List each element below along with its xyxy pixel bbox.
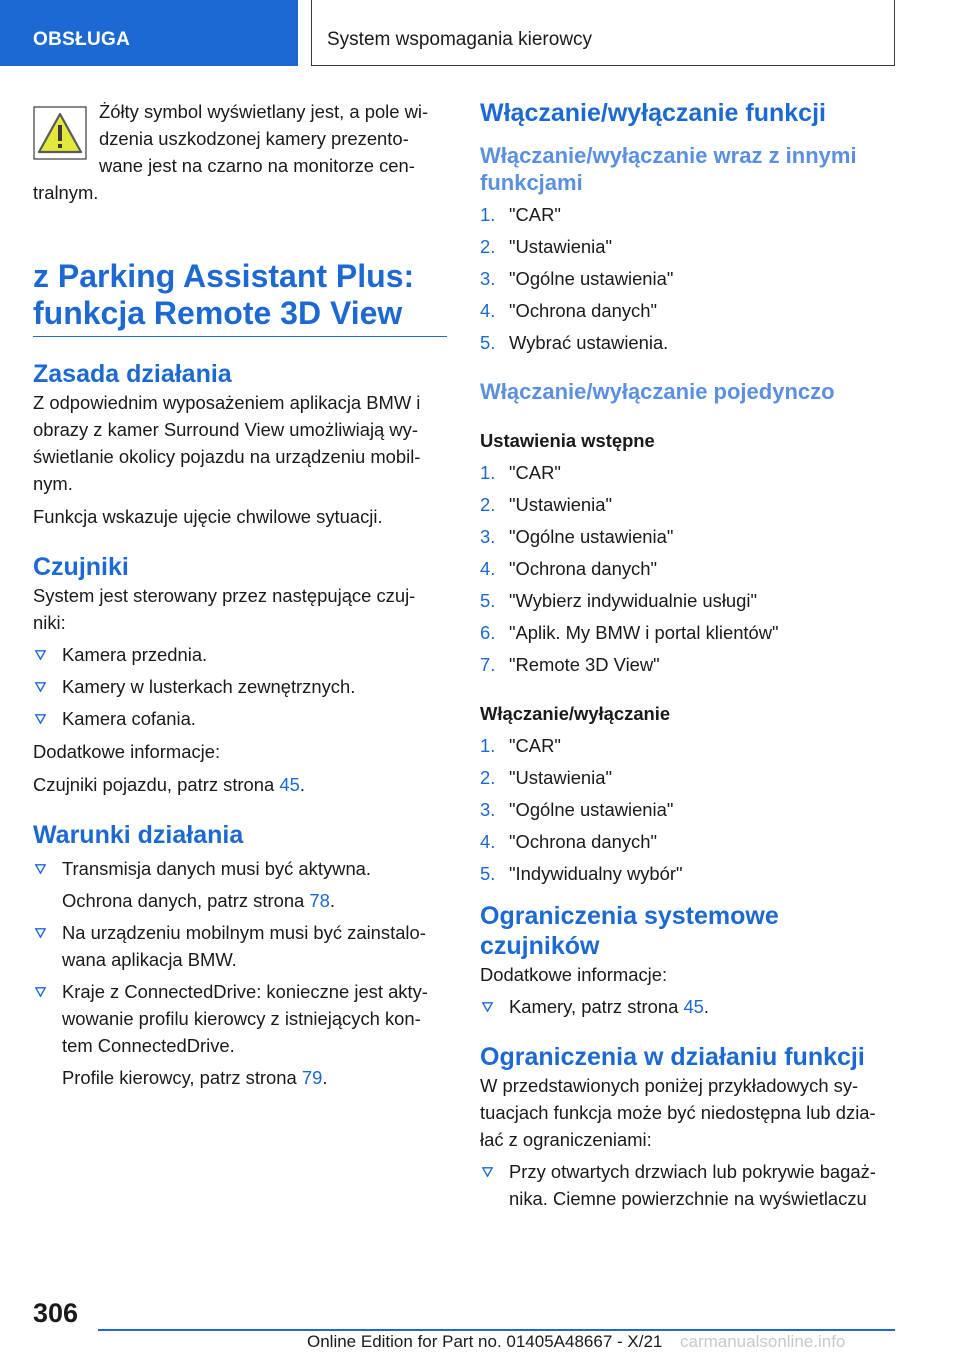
list-item-text: Kamery w lusterkach zewnętrznych.	[62, 676, 356, 697]
step-number: 5.	[480, 332, 496, 353]
section-title	[33, 258, 447, 337]
additional-info-label: Dodatkowe informacje:	[33, 741, 221, 762]
step-text: "Ochrona danych"	[509, 558, 658, 579]
step-text: "Ogólne ustawienia"	[509, 799, 674, 820]
presets-steps	[480, 459, 895, 678]
step-number: 1.	[480, 204, 496, 225]
list-item-text: Transmisja danych musi być aktywna.	[62, 858, 372, 879]
step-text: "Ochrona danych"	[509, 300, 658, 321]
list-item	[33, 673, 447, 700]
step-text: "Ogólne ustawienia"	[509, 268, 674, 289]
step-number: 2.	[480, 767, 496, 788]
step-item	[480, 201, 895, 228]
step-text: "CAR"	[509, 462, 561, 483]
cross-reference-text: Ochrona danych, patrz strona	[62, 890, 310, 911]
triangle-bullet-icon	[35, 650, 46, 660]
step-item	[480, 233, 895, 260]
triangle-bullet-icon	[35, 682, 46, 692]
step-number: 6.	[480, 622, 496, 643]
page-number: 306	[33, 1298, 79, 1328]
func-limits-heading: Ograniczenia w działaniu funkcji	[480, 1043, 865, 1071]
step-item	[480, 619, 895, 646]
section-title-line: funkcja Remote 3D View	[33, 295, 403, 331]
step-item	[480, 828, 895, 855]
step-item	[480, 297, 895, 324]
step-text: "Ustawienia"	[509, 767, 613, 788]
onoff-sub-heading: Włączanie/wyłączanie	[480, 703, 671, 724]
step-item	[480, 764, 895, 791]
step-item	[480, 491, 895, 518]
step-number: 7.	[480, 654, 496, 675]
additional-info-label: Dodatkowe informacje:	[480, 964, 668, 985]
page-link[interactable]: 45	[279, 774, 300, 795]
triangle-bullet-icon	[482, 1002, 493, 1012]
single-heading: Włączanie/wyłączanie pojedynczo	[480, 379, 835, 404]
list-item: Kamery, patrz strona 45.	[480, 993, 895, 1020]
left-column	[33, 98, 447, 1091]
list-item-text: Kamera cofania.	[62, 708, 196, 729]
presets-heading: Ustawienia wstępne	[480, 430, 655, 451]
step-number: 1.	[480, 462, 496, 483]
func-limits-list	[480, 1158, 895, 1212]
step-number: 3.	[480, 526, 496, 547]
sys-limits-heading: Ograniczenia systemowe czujników	[480, 902, 779, 960]
step-item	[480, 265, 895, 292]
step-number: 2.	[480, 236, 496, 257]
list-item	[33, 855, 447, 914]
step-number: 2.	[480, 494, 496, 515]
cross-reference-text: Czujniki pojazdu, patrz strona	[33, 774, 280, 795]
conditions-heading: Warunki działania	[33, 821, 244, 849]
step-item	[480, 329, 895, 356]
step-text: "Ogólne ustawienia"	[509, 526, 674, 547]
edition-note: Online Edition for Part no. 01405A48667 - X/21	[307, 1332, 663, 1351]
func-limits-intro: W przedstawionych poniżej przykładowych sy-tuacjach funkcja może być niedostępna lub dzia-łać z ograniczeniami:	[480, 1075, 876, 1150]
step-text: Wybrać ustawienia.	[509, 332, 669, 353]
step-text: "Ustawienia"	[509, 494, 613, 515]
onoff-heading: Włączanie/wyłączanie funkcji	[480, 99, 826, 127]
cross-reference: Czujniki pojazdu, patrz strona 45.	[33, 774, 305, 795]
cross-reference-text: Profile kierowcy, patrz strona	[62, 1067, 302, 1088]
triangle-bullet-icon	[35, 864, 46, 874]
with-other-steps	[480, 201, 895, 356]
step-item	[480, 587, 895, 614]
step-text: "Aplik. My BMW i portal klientów"	[509, 622, 779, 643]
step-item	[480, 732, 895, 759]
page-link[interactable]: 78	[309, 890, 330, 911]
triangle-bullet-icon	[35, 714, 46, 724]
step-text: "Indywidualny wybór"	[509, 863, 683, 884]
sensors-list	[33, 641, 447, 732]
principle-paragraph: Funkcja wskazuje ujęcie chwilowe sytuacji.	[33, 506, 383, 527]
onoff-steps	[480, 732, 895, 887]
sys-limits-list	[480, 993, 895, 1020]
step-item	[480, 651, 895, 678]
step-number: 4.	[480, 831, 496, 852]
section-title-line: z Parking Assistant Plus:	[33, 258, 415, 294]
watermark: carmanualsonline.info	[680, 1332, 846, 1351]
step-text: "Ochrona danych"	[509, 831, 658, 852]
sensors-intro: System jest sterowany przez następujące czuj-niki:	[33, 585, 416, 633]
list-item-text: Przy otwartych drzwiach lub pokrywie bagaż-nika. Ciemne powierzchnie na wyświetlaczu	[509, 1161, 876, 1209]
step-text: "Ustawienia"	[509, 236, 613, 257]
step-number: 4.	[480, 300, 496, 321]
conditions-list	[33, 855, 447, 1091]
step-number: 4.	[480, 558, 496, 579]
sensors-heading: Czujniki	[33, 553, 129, 581]
step-item	[480, 555, 895, 582]
right-column	[480, 98, 895, 1212]
list-item-text: Kraje z ConnectedDrive: konieczne jest akty-wowanie profilu kierowcy z istniejących kon-tem ConnectedDrive.	[62, 981, 428, 1056]
step-item	[480, 459, 895, 486]
triangle-bullet-icon	[35, 987, 46, 997]
principle-heading: Zasada działania	[33, 360, 232, 388]
warning-line-tail: tralnym.	[33, 182, 99, 203]
page-link[interactable]: 79	[301, 1067, 323, 1088]
step-item	[480, 796, 895, 823]
step-number: 5.	[480, 863, 496, 884]
warning-note	[33, 98, 447, 206]
list-item	[33, 641, 447, 668]
warning-line: wane jest na czarno na monitorze cen-	[99, 155, 415, 176]
page-header	[0, 0, 960, 66]
step-item	[480, 860, 895, 887]
cross-reference: Ochrona danych, patrz strona 78.	[62, 890, 335, 911]
step-text: "CAR"	[509, 204, 561, 225]
step-text: "CAR"	[509, 735, 561, 756]
principle-paragraph: Z odpowiednim wyposażeniem aplikacja BMW i obrazy z kamer Surround View umożliwiają wy-świetlanie okolicy pojazdu na urządzeniu mobil-nym.	[33, 392, 421, 494]
step-item	[480, 523, 895, 550]
warning-icon	[33, 106, 87, 160]
cross-reference-text: Kamery, patrz strona	[509, 996, 684, 1017]
warning-line: Żółty symbol wyświetlany jest, a pole wi-	[99, 101, 429, 122]
list-item	[33, 705, 447, 732]
warning-line: dzenia uszkodzonej kamery prezento-	[99, 128, 409, 149]
step-number: 5.	[480, 590, 496, 611]
list-item-text: Kamera przednia.	[62, 644, 208, 665]
chapter-title: System wspomagania kierowcy	[311, 0, 895, 66]
list-item-text: Na urządzeniu mobilnym musi być zainstalo-wana aplikacja BMW.	[62, 922, 426, 970]
step-text: "Remote 3D View"	[509, 654, 660, 675]
step-number: 3.	[480, 799, 496, 820]
list-item	[33, 978, 447, 1091]
cross-reference: Profile kierowcy, patrz strona 79.	[62, 1067, 328, 1088]
step-number: 3.	[480, 268, 496, 289]
with-other-heading: Włączanie/wyłączanie wraz z innymi funkcjami	[480, 143, 857, 195]
footer-divider	[98, 1329, 895, 1331]
triangle-bullet-icon	[482, 1167, 493, 1177]
list-item	[33, 919, 447, 973]
list-item	[480, 1158, 895, 1212]
step-text: "Wybierz indywidualnie usługi"	[509, 590, 757, 611]
triangle-bullet-icon	[35, 928, 46, 938]
page-link[interactable]: 45	[683, 996, 704, 1017]
section-tab: OBSŁUGA	[0, 0, 298, 66]
step-number: 1.	[480, 735, 496, 756]
